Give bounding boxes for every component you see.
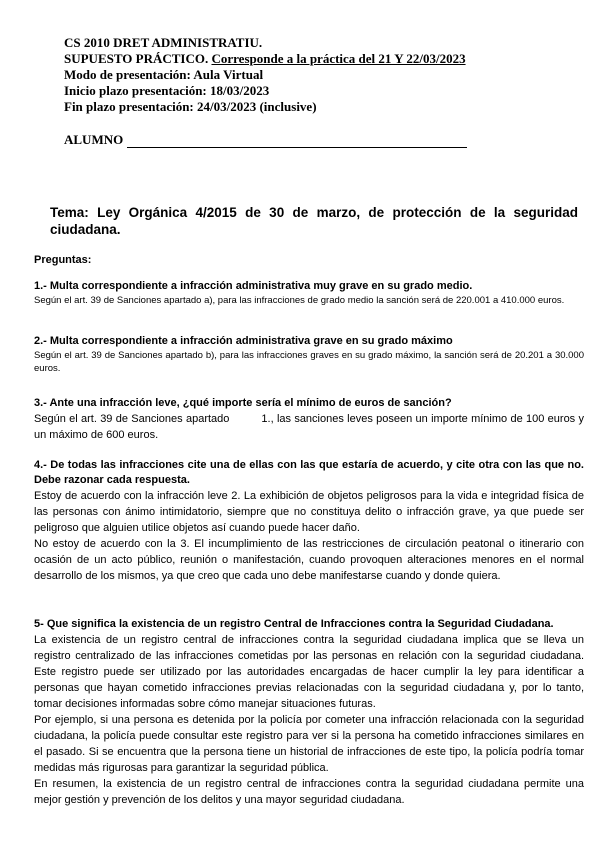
assignment-line <box>64 51 564 67</box>
question-2 <box>34 334 584 375</box>
student-label: ALUMNO <box>64 132 124 147</box>
question-5 <box>34 617 584 808</box>
answer-part-b: 1., las sanciones leves poseen un importe mínimo de 100 euros y un máximo de 600 euros. <box>34 413 584 441</box>
question-1 <box>34 279 584 307</box>
start-date: Inicio plazo presentación: 18/03/2023 <box>64 83 270 98</box>
assignment-reference: Corresponde a la práctica del 21 Y 22/03/2023 <box>211 51 466 66</box>
student-field <box>64 132 484 148</box>
question-answer: Según el art. 39 de Sanciones apartado b), para las infracciones graves en su grado máximo, la sanción será de 20.201 a 30.000 euros. <box>34 350 584 374</box>
question-title: 3.- Ante una infracción leve, ¿qué importe sería el mínimo de euros de sanción? <box>34 397 452 409</box>
answer-paragraph: En resumen, la existencia de un registro central de infracciones contra la seguridad ciudadana permite una mejor gestión y prevención de los delitos y una mayor seguridad ciudadana. <box>34 778 584 806</box>
question-title: 5- Que significa la existencia de un registro Central de Infracciones contra la Seguridad Ciudadana. <box>34 618 554 630</box>
question-title: 2.- Multa correspondiente a infracción administrativa grave en su grado máximo <box>34 335 453 347</box>
answer-paragraph: No estoy de acuerdo con la 3. El incumplimiento de las restricciones de circulación peatonal o itinerario con ocasión de un acto público, reunión o manifestación, cuando provoquen alteraciones menores en el normal desarrollo de los mismos, ya que creo que cada uno debe manifestarse cuando y donde quiera. <box>34 538 584 582</box>
document-header <box>64 35 564 115</box>
question-4 <box>34 458 584 584</box>
questions-label: Preguntas: <box>34 254 92 266</box>
assignment-type: SUPUESTO PRÁCTICO. <box>64 51 209 66</box>
student-name-line <box>127 134 467 148</box>
answer-paragraph: Estoy de acuerdo con la infracción leve 2. La exhibición de objetos peligrosos para la vida e integridad física de las personas con ánimo intimidatorio, siempre que no constituya delito o infracción grave, ya que puede ser peligroso que alguien utilice objetos así cuando puede hacer daño. <box>34 490 584 534</box>
presentation-mode: Modo de presentación: Aula Virtual <box>64 67 264 82</box>
answer-paragraph: La existencia de un registro central de infracciones contra la seguridad ciudadana implica que se lleva un registro centralizado de las infracciones cometidas por las personas en relación con la seguridad ciudadana. Este registro puede ser utilizado por las autoridades encargadas de hacer cumplir la ley para identificar a personas que hayan cometido infracciones previas relacionadas con la seguridad ciudadana y, por lo tanto, tomar decisiones informadas sobre cómo manejar situaciones futuras. <box>34 634 584 710</box>
course-code: CS 2010 DRET ADMINISTRATIU. <box>64 35 263 50</box>
answer-paragraph: Por ejemplo, si una persona es detenida por la policía por cometer una infracción relacionada con la seguridad ciudadana, la policía puede consultar este registro para ver si la persona ha cometido infracciones similares en el pasado. Si se encuentra que la persona tiene un historial de infracciones de este tipo, la policía podría tomar medidas más rigurosas para garantizar la seguridad pública. <box>34 714 584 774</box>
question-title: 1.- Multa correspondiente a infracción administrativa muy grave en su grado medio. <box>34 280 473 292</box>
topic-heading: Tema: Ley Orgánica 4/2015 de 30 de marzo, de protección de la seguridad ciudadana. <box>50 205 578 237</box>
answer-part-a: Según el art. 39 de Sanciones apartado <box>34 413 230 425</box>
question-answer: Según el art. 39 de Sanciones apartado a), para las infracciones de grado medio la sanción será de 220.001 a 410.000 euros. <box>34 295 565 306</box>
question-title: 4.- De todas las infracciones cite una de ellas con las que estaría de acuerdo, y cite otra con las que no. Debe razonar cada respuesta. <box>34 459 584 486</box>
question-answer <box>34 411 584 443</box>
end-date: Fin plazo presentación: 24/03/2023 (inclusive) <box>64 99 317 114</box>
question-3 <box>34 396 584 443</box>
